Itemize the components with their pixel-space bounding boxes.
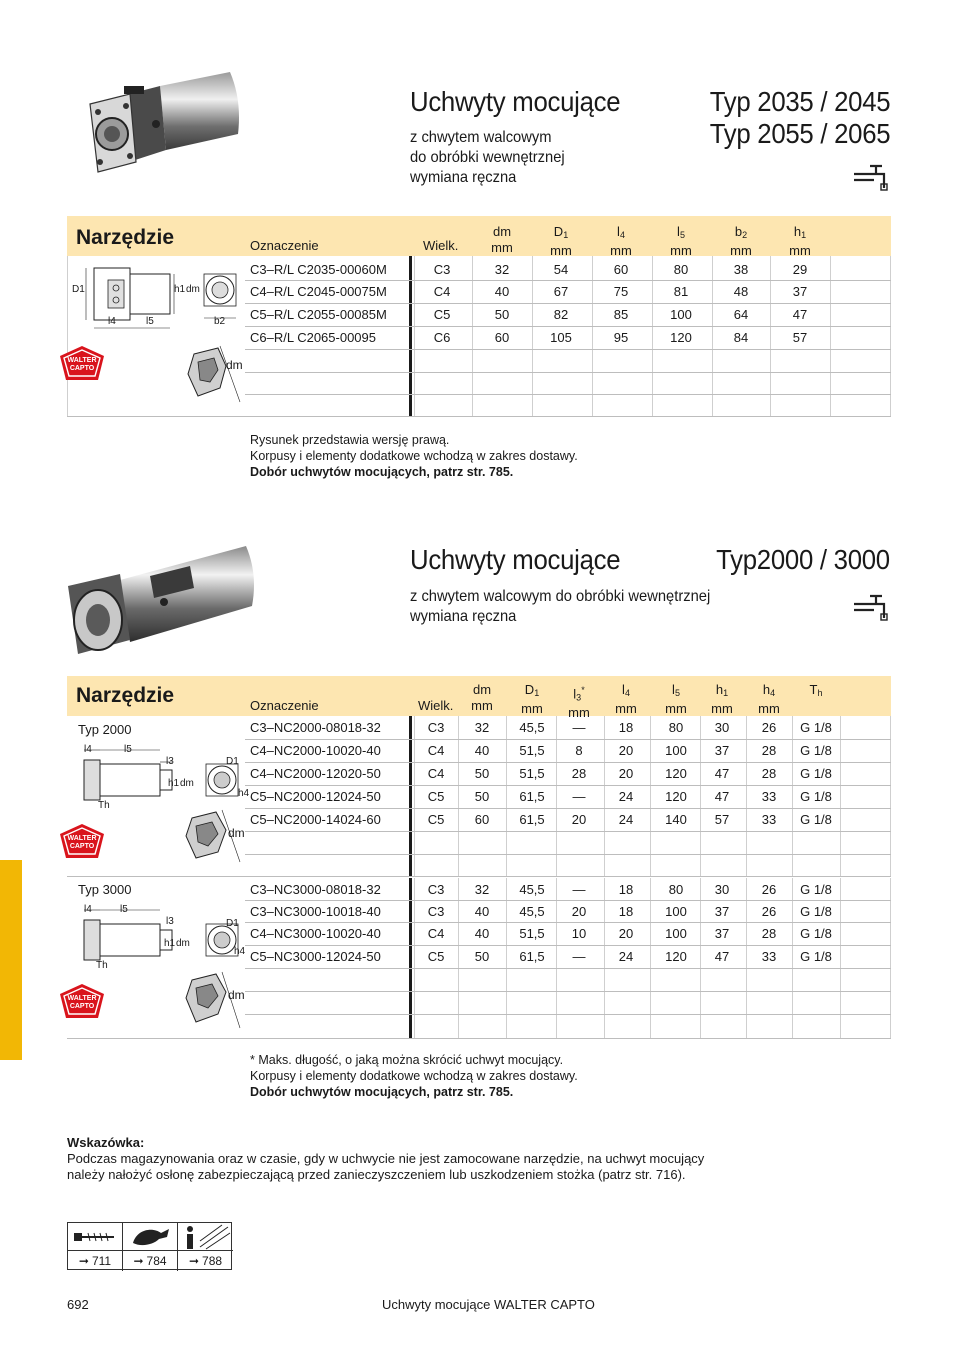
section1-subtitle-2: do obróbki wewnętrznej <box>410 149 565 166</box>
t2-g2-row-0-col-1: C3 <box>427 882 445 897</box>
t2-g1-grid-h-5 <box>245 831 891 832</box>
t2-col-symbol-5: h <box>715 682 724 697</box>
typ2000-tool-drawing <box>76 744 252 812</box>
t2-col-symbol-4: l <box>672 682 675 697</box>
table1-narzedzie-label: Narzędzie <box>76 226 175 249</box>
t2-col-unit-0: mm <box>471 698 493 713</box>
t2-g2-row-1-col-1: C3 <box>427 904 445 919</box>
t1-row-0-col-7: 29 <box>792 262 808 277</box>
t2-col-symbol-3: l <box>622 682 625 697</box>
t1-row-3-col-7: 57 <box>792 330 808 345</box>
t1-row-2-col-3: 82 <box>553 307 569 322</box>
t2-g1-row-2-col-4: 28 <box>571 766 587 781</box>
t1-col-head-3 <box>651 224 711 259</box>
screw-icon <box>68 1223 123 1251</box>
t2-g2-row-2-col-3: 51,5 <box>519 926 545 941</box>
section1-title: Uchwyty mocujące <box>410 86 621 117</box>
t2-col-unit-1: mm <box>521 701 543 716</box>
table1-border-left <box>67 256 68 416</box>
t2-g1-row-3-col-5: 24 <box>618 789 634 804</box>
t1-col-head-2 <box>591 224 651 259</box>
section2-note-bold[interactable]: Dobór uchwytów mocujących, patrz str. 785. <box>250 1085 514 1099</box>
t1-row-3-col-6: 84 <box>733 330 749 345</box>
manual-exchange-icon-2 <box>852 590 892 622</box>
t1-col-head-0 <box>472 224 532 256</box>
t1-col-sub-5: 1 <box>801 230 807 240</box>
ref-arrow-icon-3 <box>178 1251 233 1271</box>
t2-g1-row-3-col-3: 61,5 <box>519 789 545 804</box>
t2-g1-row-4-col-6: 140 <box>665 812 687 827</box>
t1-col-unit-0: mm <box>491 240 513 255</box>
t2000-label-dm: dm <box>180 778 194 789</box>
t2-g1-row-0-col-9: G 1/8 <box>800 720 832 735</box>
t2-g2-row-0-col-6: 80 <box>668 882 684 897</box>
t3000-label-th: Th <box>96 960 108 971</box>
t2-g2-row-1-col-7: 37 <box>714 904 730 919</box>
t1-col-head-1 <box>531 224 591 259</box>
ref-arrow-icon-1 <box>68 1251 123 1271</box>
t2-g1-row-1-col-9: G 1/8 <box>800 743 832 758</box>
t2-col-sub-1: 1 <box>534 688 540 698</box>
t2-g2-row-3-col-8: 33 <box>761 949 777 964</box>
drawing-label-dm-insert: dm <box>226 358 243 372</box>
t1-col-symbol-3: l <box>677 224 680 239</box>
t2-g2-row-0-col-3: 45,5 <box>519 882 545 897</box>
t1-row-0-col-1: C3 <box>433 262 451 277</box>
drawing-label-l5: l5 <box>146 316 154 327</box>
t2-g2-grid-h-2 <box>245 922 891 923</box>
t1-col-sub-2: 4 <box>619 230 625 240</box>
t2000-label-l5: l5 <box>124 744 132 755</box>
table2-wielk-header: Wielk. <box>418 698 454 713</box>
t2-col-sub-5: 1 <box>723 688 729 698</box>
t2-g1-row-1-col-1: C4 <box>427 743 445 758</box>
t2000-label-l3: l3 <box>166 756 174 767</box>
t2-g2-row-1-col-4: 20 <box>571 904 587 919</box>
t2-g1-row-0-col-3: 45,5 <box>519 720 545 735</box>
t2-g1-row-3-col-7: 47 <box>714 789 730 804</box>
t3000-label-l4: l4 <box>84 904 92 915</box>
t2-g1-row-4-col-8: 33 <box>761 812 777 827</box>
t1-col-sub-1: 1 <box>563 230 569 240</box>
t2-g1-row-4-col-9: G 1/8 <box>800 812 832 827</box>
t2-g1-row-0-col-7: 30 <box>714 720 730 735</box>
t2-g1-row-4-col-2: 60 <box>474 812 490 827</box>
t2-g1-row-2-col-2: 50 <box>474 766 490 781</box>
t2-g2-grid-h-5 <box>245 991 891 992</box>
t2-col-sub-6: 4 <box>770 688 776 698</box>
section1-type-line-2: Typ 2055 / 2065 <box>709 118 890 149</box>
t1-row-1-col-4: 75 <box>613 284 629 299</box>
t1-row-2-col-1: C5 <box>433 307 451 322</box>
t3000-label-l5: l5 <box>120 904 128 915</box>
t3000-label-d1: D1 <box>226 918 239 929</box>
t2-g2-row-0-col-2: 32 <box>474 882 490 897</box>
t2-col-unit-6: mm <box>758 701 780 716</box>
t2-g1-row-4-col-5: 24 <box>618 812 634 827</box>
section1-type-line-1: Typ 2035 / 2045 <box>709 86 890 117</box>
t2-grid-v-a-10 <box>890 716 891 876</box>
t2-g1-row-1-col-2: 40 <box>474 743 490 758</box>
t2-g2-row-2-col-5: 20 <box>618 926 634 941</box>
table2-group1-bottom <box>67 876 891 877</box>
t2-g1-row-3-col-9: G 1/8 <box>800 789 832 804</box>
logo2-text-capto: CAPTO <box>69 843 95 850</box>
ref-arrow-1: ➞ <box>78 1254 89 1268</box>
t2-g2-row-1-col-2: 40 <box>474 904 490 919</box>
t2-g2-row-2-col-8: 28 <box>761 926 777 941</box>
t1-row-1-col-5: 81 <box>673 284 689 299</box>
t1-col-symbol-4: b <box>734 224 743 239</box>
hint-title: Wskazówka: <box>67 1135 145 1150</box>
t1-row-0-col-6: 38 <box>733 262 749 277</box>
t2-g1-row-1-col-3: 51,5 <box>519 743 545 758</box>
t2-g1-row-3-col-8: 33 <box>761 789 777 804</box>
t2-g2-row-2-col-2: 40 <box>474 926 490 941</box>
t2-g1-row-2-col-1: C4 <box>427 766 445 781</box>
t2-col-unit-4: mm <box>665 701 687 716</box>
t1-grid-h-1 <box>245 280 891 281</box>
t2-g1-row-2-col-9: G 1/8 <box>800 766 832 781</box>
t2000-label-d1: D1 <box>226 756 239 767</box>
t2-g2-row-2-col-7: 37 <box>714 926 730 941</box>
t2-g1-grid-h-6 <box>245 854 891 855</box>
t2-g1-row-3-col-2: 50 <box>474 789 490 804</box>
t1-row-1-col-6: 48 <box>733 284 749 299</box>
t1-grid-h-3 <box>245 326 891 327</box>
ref-arrow-2: ➞ <box>133 1254 144 1268</box>
t2-col-sub-2: 3 <box>576 692 582 703</box>
t2-g2-row-0-col-9: G 1/8 <box>800 882 832 897</box>
t1-col-symbol-1: D <box>553 224 564 239</box>
table2-group2-label: Typ 3000 <box>78 882 132 897</box>
t2-g1-row-1-col-5: 20 <box>618 743 634 758</box>
t1-row-2-oznaczenie: C5–R/L C2055-00085M <box>250 307 387 322</box>
t2-g1-grid-h-1 <box>245 739 891 740</box>
t2-g2-row-1-col-6: 100 <box>665 904 687 919</box>
t1-row-0-col-4: 60 <box>613 262 629 277</box>
drawing-label-l4: l4 <box>108 316 116 327</box>
t2-g1-row-3-col-6: 120 <box>665 789 687 804</box>
t2-col-sub-3: 4 <box>624 688 630 698</box>
t1-col-symbol-5: h <box>793 224 802 239</box>
t1-col-unit-3: mm <box>670 243 692 258</box>
section2-note-1: * Maks. długość, o jaką można skrócić uchwyt mocujący. <box>250 1053 564 1067</box>
t1-row-0-col-5: 80 <box>673 262 689 277</box>
t2-g1-row-0-col-6: 80 <box>668 720 684 735</box>
t2-g1-row-0-oznaczenie: C3–NC2000-08018-32 <box>250 720 381 735</box>
t1-row-3-oznaczenie: C6–R/L C2065-00095 <box>250 330 376 345</box>
t2-col-sup-2: * <box>581 685 585 695</box>
t2-g1-grid-h-4 <box>245 808 891 809</box>
t2-g1-row-4-col-3: 61,5 <box>519 812 545 827</box>
walter-capto-logo <box>58 344 102 388</box>
t2-g1-row-1-col-7: 37 <box>714 743 730 758</box>
drawing-label-h1: h1 <box>174 284 186 295</box>
ref-page-711[interactable]: 711 <box>91 1254 112 1268</box>
t3000-label-dm-insert: dm <box>228 988 245 1002</box>
t2-g2-row-3-col-6: 120 <box>665 949 687 964</box>
t2-col-symbol-0: dm <box>472 682 492 697</box>
t2-g1-row-1-oznaczenie: C4–NC2000-10020-40 <box>250 743 381 758</box>
t2-g2-row-3-oznaczenie: C5–NC3000-12024-50 <box>250 949 381 964</box>
ref-page-784[interactable]: 784 <box>146 1254 167 1268</box>
t2-g2-row-2-col-9: G 1/8 <box>800 926 832 941</box>
section1-subtitle-3: wymiana ręczna <box>410 169 517 186</box>
t1-row-1-col-1: C4 <box>433 284 451 299</box>
t1-row-3-col-2: 60 <box>494 330 510 345</box>
t2-g2-row-2-col-6: 100 <box>665 926 687 941</box>
t3000-label-h1: h1 <box>164 938 176 949</box>
table2-group1-label: Typ 2000 <box>78 722 132 737</box>
table1-oznaczenie-header: Oznaczenie <box>250 238 319 253</box>
t1-row-0-col-2: 32 <box>494 262 510 277</box>
t2000-label-h1: h1 <box>168 778 180 789</box>
table2-narzedzie-label: Narzędzie <box>76 684 175 707</box>
t1-col-unit-4: mm <box>730 243 752 258</box>
t2-g1-row-1-col-4: 8 <box>575 743 583 758</box>
t2-g2-row-3-col-4: — <box>572 949 586 964</box>
t2-g1-row-3-col-4: — <box>572 789 586 804</box>
t2-g1-row-2-col-8: 28 <box>761 766 777 781</box>
t1-col-head-5 <box>770 224 830 259</box>
t1-row-1-col-2: 40 <box>494 284 510 299</box>
t1-row-2-col-4: 85 <box>613 307 629 322</box>
t2-g1-row-4-col-4: 20 <box>571 812 587 827</box>
section2-type-line: Typ2000 / 3000 <box>716 544 890 575</box>
t2-g1-row-0-col-1: C3 <box>427 720 445 735</box>
logo2-text-walter: WALTER <box>67 835 97 842</box>
typ3000-tool-drawing <box>76 904 252 972</box>
t2000-label-th: Th <box>98 800 110 811</box>
table2-oznaczenie-header: Oznaczenie <box>250 698 319 713</box>
section1-subtitle-1: z chwytem walcowym <box>410 129 552 146</box>
drawing-label-d1: D1 <box>72 284 85 295</box>
t1-grid-h-2 <box>245 303 891 304</box>
t1-row-3-col-5: 120 <box>670 330 692 345</box>
t2-g2-grid-h-3 <box>245 945 891 946</box>
t2-g2-grid-h-1 <box>245 900 891 901</box>
t1-row-2-col-5: 100 <box>670 307 692 322</box>
t2-col-symbol-6: h <box>762 682 771 697</box>
t2-g2-row-3-col-7: 47 <box>714 949 730 964</box>
t2-col-unit-3: mm <box>615 701 637 716</box>
t2-col-unit-2: mm <box>568 705 590 721</box>
t2-col-symbol-2: l <box>573 686 577 702</box>
t2-g2-row-1-col-9: G 1/8 <box>800 904 832 919</box>
t2-g2-row-2-col-4: 10 <box>571 926 587 941</box>
t2-g1-grid-h-3 <box>245 785 891 786</box>
table1-bottom <box>67 416 891 417</box>
t2-g1-row-4-col-1: C5 <box>427 812 445 827</box>
typ3000-insert-drawing <box>180 970 250 1030</box>
t2-g1-row-1-col-8: 28 <box>761 743 777 758</box>
t2-g1-row-1-col-6: 100 <box>665 743 687 758</box>
t1-row-1-oznaczenie: C4–R/L C2045-00075M <box>250 284 387 299</box>
t2-col-unit-5: mm <box>711 701 733 716</box>
logo-text-walter: WALTER <box>67 357 97 364</box>
ref-page-788[interactable]: 788 <box>202 1254 223 1268</box>
t2-col-sub-4: 5 <box>674 688 680 698</box>
t2-g2-row-3-col-1: C5 <box>427 949 445 964</box>
t2-g2-row-0-col-4: — <box>572 882 586 897</box>
t2000-label-h4: h4 <box>238 788 250 799</box>
t1-row-0-col-3: 54 <box>553 262 569 277</box>
t2000-label-l4: l4 <box>84 744 92 755</box>
logo-text-capto: CAPTO <box>69 365 95 372</box>
t3000-label-l3: l3 <box>166 916 174 927</box>
t2-g1-row-2-col-7: 47 <box>714 766 730 781</box>
t2-g2-row-0-col-7: 30 <box>714 882 730 897</box>
t1-col-sub-4: 2 <box>742 230 748 240</box>
drawing-label-b2: b2 <box>214 316 226 327</box>
t1-grid-h-6 <box>245 394 891 395</box>
t2-g2-row-0-col-5: 18 <box>618 882 634 897</box>
t2-g1-row-4-col-7: 57 <box>714 812 730 827</box>
footer-text: Uchwyty mocujące WALTER CAPTO <box>382 1297 595 1312</box>
walter-capto-logo-2 <box>58 822 102 866</box>
section2-product-image <box>60 540 260 660</box>
t2-g2-row-2-oznaczenie: C4–NC3000-10020-40 <box>250 926 381 941</box>
side-tab-stripe <box>0 860 22 1060</box>
t2-g1-row-2-col-5: 20 <box>618 766 634 781</box>
t2-g2-row-1-oznaczenie: C3–NC3000-10018-40 <box>250 904 381 919</box>
t2-g2-row-0-col-8: 26 <box>761 882 777 897</box>
t1-col-unit-2: mm <box>610 243 632 258</box>
t2-g2-row-1-col-5: 18 <box>618 904 634 919</box>
section2-title: Uchwyty mocujące <box>410 544 621 575</box>
t2-g1-row-0-col-4: — <box>572 720 586 735</box>
section1-note-1: Rysunek przedstawia wersję prawą. <box>250 433 450 447</box>
t2-g2-row-1-col-8: 26 <box>761 904 777 919</box>
info-icon <box>178 1223 233 1251</box>
t2-g2-row-3-col-3: 61,5 <box>519 949 545 964</box>
t1-row-2-col-7: 47 <box>792 307 808 322</box>
t2-g2-row-3-col-2: 50 <box>474 949 490 964</box>
t2-g2-row-3-col-5: 24 <box>618 949 634 964</box>
t1-col-sub-3: 5 <box>679 230 685 240</box>
ref-arrow-3: ➞ <box>188 1254 200 1268</box>
t2-g1-row-0-col-2: 32 <box>474 720 490 735</box>
section2-subtitle-1: z chwytem walcowym do obróbki wewnętrznej <box>410 588 711 605</box>
t2-g1-row-0-col-8: 26 <box>761 720 777 735</box>
t1-row-0-oznaczenie: C3–R/L C2035-00060M <box>250 262 387 277</box>
t2-g2-row-1-col-3: 45,5 <box>519 904 545 919</box>
t1-row-2-col-6: 64 <box>733 307 749 322</box>
t2-g1-row-3-oznaczenie: C5–NC2000-12024-50 <box>250 789 381 804</box>
t2-g1-grid-h-2 <box>245 762 891 763</box>
t1-grid-h-5 <box>245 372 891 373</box>
t3000-label-h4: h4 <box>234 946 246 957</box>
t2-g2-grid-h-6 <box>245 1014 891 1015</box>
t1-row-1-col-3: 67 <box>553 284 569 299</box>
t2-col-symbol-1: D <box>524 682 535 697</box>
t2-g2-row-3-col-9: G 1/8 <box>800 949 832 964</box>
wrench-icon <box>123 1223 178 1251</box>
t2-col-symbol-7: T <box>809 682 818 697</box>
table2-bottom <box>67 1038 891 1039</box>
t1-row-2-col-2: 50 <box>494 307 510 322</box>
t2-g1-row-3-col-1: C5 <box>427 789 445 804</box>
table1-insert-drawing <box>180 344 250 404</box>
manual-exchange-icon <box>852 160 892 192</box>
t1-row-3-col-4: 95 <box>613 330 629 345</box>
section1-note-bold[interactable]: Dobór uchwytów mocujących, patrz str. 785. <box>250 465 514 479</box>
walter-capto-logo-3 <box>58 982 102 1026</box>
t2-g1-row-4-oznaczenie: C5–NC2000-14024-60 <box>250 812 381 827</box>
t1-col-symbol-0: dm <box>492 224 512 239</box>
ref-arrow-icon-2 <box>123 1251 178 1271</box>
t2-g1-row-2-col-6: 120 <box>665 766 687 781</box>
hint-line-2: należy nałożyć osłonę zabezpieczającą przed zanieczyszczeniem lub uszkodzeniem stożka (patrz str. 716). <box>67 1167 686 1182</box>
t2-col-head-7 <box>786 682 846 701</box>
t1-grid-h-4 <box>245 349 891 350</box>
hint-line-1: Podczas magazynowania oraz w czasie, gdy w uchwycie nie jest zamocowane narzędzie, na uchwyt mocujący <box>67 1151 705 1166</box>
t1-row-3-col-1: C6 <box>433 330 451 345</box>
t2-g2-row-2-col-1: C4 <box>427 926 445 941</box>
table1-tool-drawing <box>70 262 240 342</box>
section2-subtitle-2: wymiana ręczna <box>410 608 517 625</box>
t2-g2-row-0-oznaczenie: C3–NC3000-08018-32 <box>250 882 381 897</box>
t2-g1-row-0-col-5: 18 <box>618 720 634 735</box>
t1-col-symbol-2: l <box>617 224 620 239</box>
section1-product-image <box>60 64 250 204</box>
t1-row-1-col-7: 37 <box>792 284 808 299</box>
t1-row-3-col-3: 105 <box>550 330 572 345</box>
t1-col-unit-5: mm <box>789 243 811 258</box>
table1-wielk-header: Wielk. <box>423 238 459 253</box>
t2-g1-row-2-oznaczenie: C4–NC2000-12020-50 <box>250 766 381 781</box>
t3000-label-dm: dm <box>176 938 190 949</box>
t2-col-sub-7: h <box>817 688 823 698</box>
section1-note-2: Korpusy i elementy dodatkowe wchodzą w zakres dostawy. <box>250 449 578 463</box>
drawing-label-dm: dm <box>186 284 200 295</box>
section2-note-2: Korpusy i elementy dodatkowe wchodzą w zakres dostawy. <box>250 1069 578 1083</box>
t1-col-unit-1: mm <box>550 243 572 258</box>
t2-g2-grid-h-4 <box>245 968 891 969</box>
t1-col-head-4 <box>711 224 771 259</box>
reference-icons-box <box>67 1222 232 1270</box>
logo3-text-walter: WALTER <box>67 995 97 1002</box>
logo3-text-capto: CAPTO <box>69 1003 95 1010</box>
t2-g1-row-2-col-3: 51,5 <box>519 766 545 781</box>
typ2000-insert-drawing <box>180 808 250 864</box>
footer-page-number: 692 <box>67 1297 89 1312</box>
t2000-label-dm-insert: dm <box>228 826 245 840</box>
